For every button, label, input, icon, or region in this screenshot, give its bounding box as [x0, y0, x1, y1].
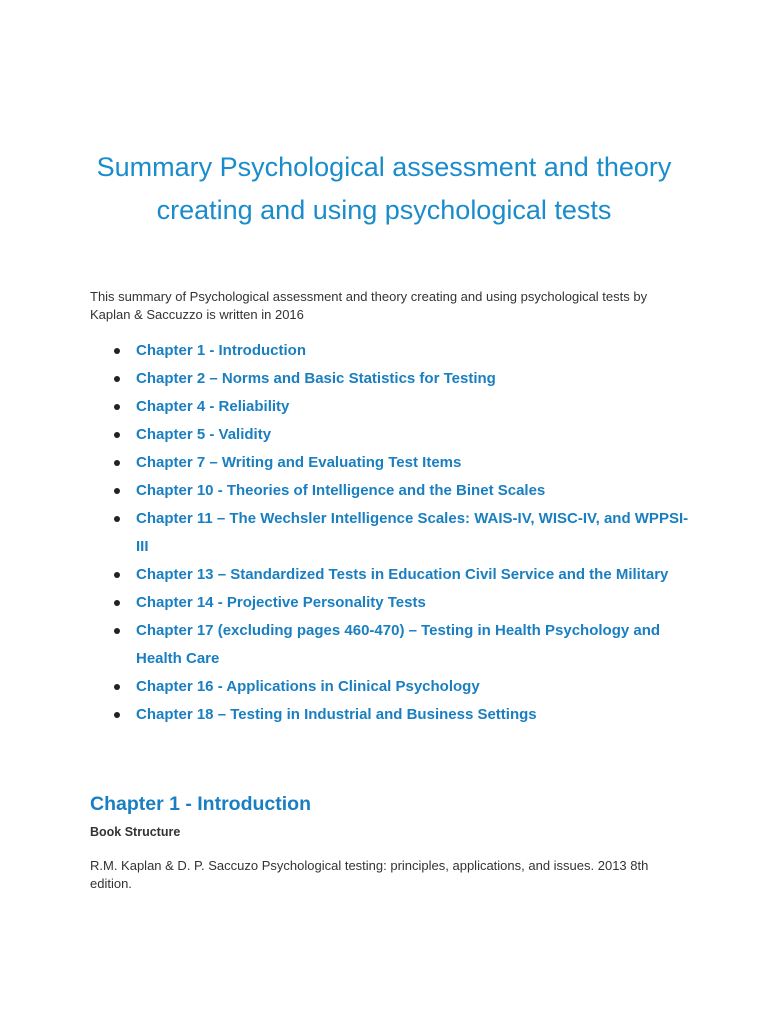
toc-link-chapter-18[interactable]: Chapter 18 – Testing in Industrial and Business Settings — [90, 701, 690, 729]
toc-link-chapter-13[interactable]: Chapter 13 – Standardized Tests in Education Civil Service and the Military — [90, 561, 690, 589]
document-title: Summary Psychological assessment and theory creating and using psychological tests — [96, 152, 672, 225]
toc-link-chapter-17[interactable]: Chapter 17 (excluding pages 460-470) – Testing in Health Psychology and Health Care — [90, 617, 690, 673]
subheading: Book Structure — [90, 825, 181, 839]
toc-link-chapter-5[interactable]: Chapter 5 - Validity — [90, 421, 690, 449]
body-paragraph: R.M. Kaplan & D. P. Saccuzo Psychological testing: principles, applications, and issues. 2013 8th edition. — [90, 858, 649, 891]
toc-link-chapter-1[interactable]: Chapter 1 - Introduction — [90, 337, 690, 365]
toc-link-chapter-10[interactable]: Chapter 10 - Theories of Intelligence and the Binet Scales — [90, 477, 690, 505]
toc-link-chapter-2[interactable]: Chapter 2 – Norms and Basic Statistics for Testing — [90, 365, 690, 393]
toc-link-chapter-16[interactable]: Chapter 16 - Applications in Clinical Psychology — [90, 673, 690, 701]
toc-link-chapter-7[interactable]: Chapter 7 – Writing and Evaluating Test Items — [90, 449, 690, 477]
intro-paragraph: This summary of Psychological assessment and theory creating and using psychological tests by Kaplan & Saccuzzo is written in 2016 — [90, 289, 648, 322]
toc-link-chapter-4[interactable]: Chapter 4 - Reliability — [90, 393, 690, 421]
table-of-contents — [90, 337, 690, 729]
toc-link-chapter-14[interactable]: Chapter 14 - Projective Personality Tests — [90, 589, 690, 617]
section-heading: Chapter 1 - Introduction — [90, 793, 311, 815]
toc-link-chapter-11[interactable]: Chapter 11 – The Wechsler Intelligence Scales: WAIS-IV, WISC-IV, and WPPSI-III — [90, 505, 690, 561]
